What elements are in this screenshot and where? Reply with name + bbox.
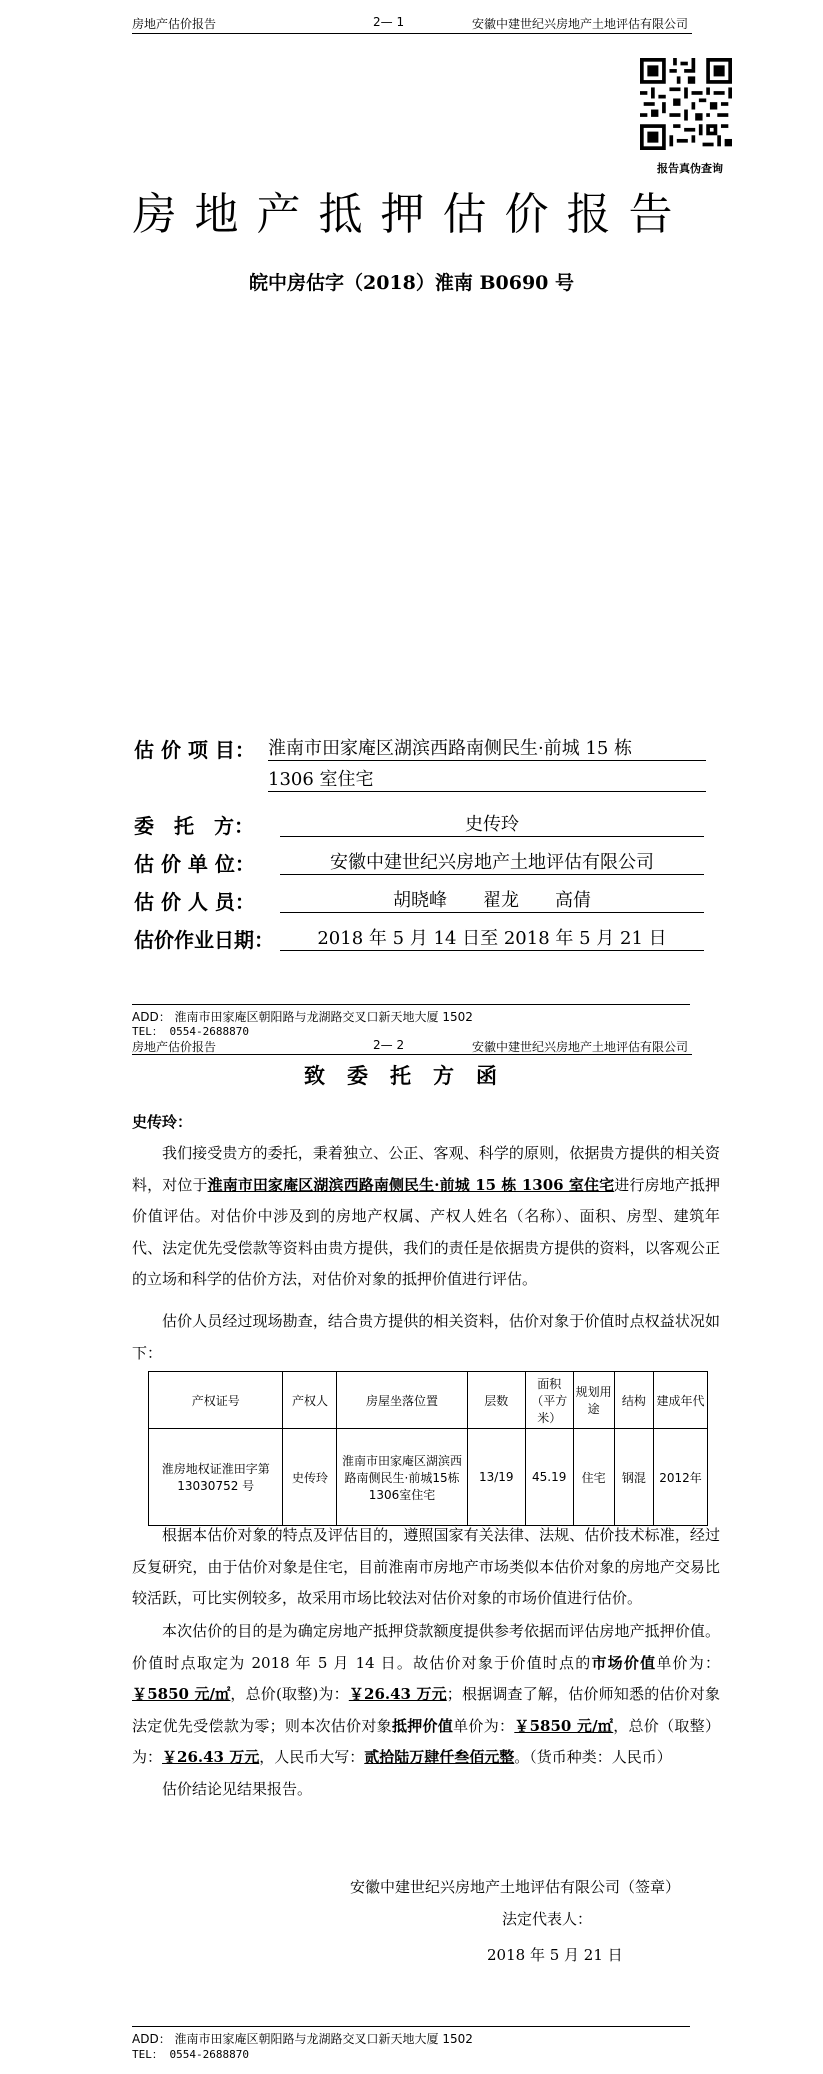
letter-paragraph-1: 我们接受贵方的委托，秉着独立、公正、客观、科学的原则，依据贵方提供的相关资料，对位于淮南市田家庵区湖滨西路南侧民生·前城 15 栋 1306 室住宅进行房地产抵押价值评估。对估价中涉及到的房地产权属、产权人姓名（名称）、面积、房型、建筑年代、法定优先受偿款等资料由贵方提供，我们的责任是依据贵方提供的资料，以客观公正的立场和科学的估价方法，对估价对象的抵押价值进行评估。	[132, 1144, 720, 1288]
letter-paragraph-4: 本次估价的目的是为确定房地产抵押贷款额度提供参考依据而评估房地产抵押价值。价值时点取定为 2018 年 5 月 14 日。故估价对象于价值时点的市场价值单价为：￥5850 元/㎡，总价(取整)为：￥26.43 万元；根据调查了解，估价师知悉的估价对象法定优先受偿款为零；则本次估价对象抵押价值单价为：￥5850 元/㎡，总价（取整）为：￥26.43 万元，人民币大写：贰拾陆万肆仟叁佰元整。（货币种类：人民币）	[132, 1622, 720, 1766]
page1-header-right: 安徽中建世纪兴房地产土地评估有限公司	[472, 17, 689, 31]
page1-header-page: 2— 1	[373, 15, 405, 29]
mortgage-total-price: ￥26.43 万元	[162, 1748, 260, 1766]
table-header-location: 房屋坐落位置	[337, 1372, 467, 1429]
cell-location: 淮南市田家庵区湖滨西路南侧民生·前城15栋1306室住宅	[337, 1429, 467, 1526]
appraiser-unit-value: 安徽中建世纪兴房地产土地评估有限公司	[280, 848, 704, 875]
cell-cert-no: 淮房地权证淮田字第 13030752 号	[149, 1429, 283, 1526]
cell-usage: 住宅	[573, 1429, 614, 1526]
appraisers-label: 估 价 人 员：	[134, 890, 255, 914]
page2-footer-rule	[132, 2026, 690, 2027]
cell-structure: 钢混	[614, 1429, 653, 1526]
cell-area: 45.19	[525, 1429, 573, 1526]
qr-code-icon[interactable]	[640, 58, 732, 150]
table-header-built-year: 建成年代	[653, 1372, 707, 1429]
qr-verify-label: 报告真伪查询	[657, 162, 723, 175]
report-number: 皖中房估字（2018）淮南 B0690 号	[248, 272, 575, 294]
letter-paragraph-3: 根据本估价对象的特点及评估目的，遵照国家有关法律、法规、估价技术标准，经过反复研究，由于估价对象是住宅，目前淮南市房地产市场类似本估价对象的房地产交易比较活跃，可比实例较多，故采用市场比较法对估价对象的市场价值进行估价。	[132, 1526, 720, 1607]
letter-paragraph-5: 估价结论见结果报告。	[162, 1780, 313, 1798]
table-header-owner: 产权人	[283, 1372, 337, 1429]
appraiser-unit-label: 估 价 单 位：	[134, 852, 255, 876]
table-header-floors: 层数	[467, 1372, 525, 1429]
property-rights-table	[148, 1371, 708, 1526]
page1-footer-rule	[132, 1004, 690, 1005]
property-address-highlight: 淮南市田家庵区湖滨西路南侧民生·前城 15 栋 1306 室住宅	[207, 1175, 615, 1194]
page2-header-rule	[132, 1054, 692, 1055]
page2-header-left: 房地产估价报告	[132, 1040, 217, 1054]
table-header-area: 面积（平方米）	[525, 1372, 573, 1429]
cell-floors: 13/19	[467, 1429, 525, 1526]
page2-footer-tel: TEL： 0554-2688870	[132, 2048, 249, 2061]
work-date-label: 估价作业日期：	[134, 928, 274, 952]
page2-footer-address: ADD： 淮南市田家庵区朝阳路与龙湖路交叉口新天地大厦 1502	[132, 2032, 473, 2046]
project-value-line2: 1306 室住宅	[268, 765, 706, 792]
signature-date: 2018 年 5 月 21 日	[487, 1946, 623, 1964]
client-label: 委 托 方：	[134, 814, 254, 838]
work-date-value: 2018 年 5 月 14 日至 2018 年 5 月 21 日	[280, 924, 704, 951]
table-header-structure: 结构	[614, 1372, 653, 1429]
page2-header-right: 安徽中建世纪兴房地产土地评估有限公司	[472, 1040, 689, 1054]
project-value-line1: 淮南市田家庵区湖滨西路南侧民生·前城 15 栋	[268, 734, 706, 761]
page1-footer-address: ADD： 淮南市田家庵区朝阳路与龙湖路交叉口新天地大厦 1502	[132, 1010, 473, 1024]
page1-footer-tel: TEL： 0554-2688870	[132, 1025, 249, 1038]
appraisers-value: 胡晓峰 翟龙 高倩	[280, 886, 704, 913]
letter-paragraph-2: 估价人员经过现场勘查，结合贵方提供的相关资料，估价对象于价值时点权益状况如下：	[132, 1312, 720, 1362]
signature-company: 安徽中建世纪兴房地产土地评估有限公司（签章）	[350, 1878, 681, 1896]
page2-header-page: 2— 2	[373, 1038, 405, 1052]
market-unit-price: ￥5850 元/㎡	[132, 1685, 231, 1703]
client-value: 史传玲	[280, 810, 704, 837]
letter-salutation: 史传玲：	[132, 1113, 193, 1131]
mortgage-unit-price: ￥5850 元/㎡	[514, 1716, 614, 1735]
table-row	[149, 1429, 708, 1526]
letter-title: 致委托方函	[304, 1063, 519, 1088]
cell-built-year: 2012年	[653, 1429, 707, 1526]
table-header-row	[149, 1372, 708, 1429]
table-header-cert: 产权证号	[149, 1372, 283, 1429]
table-header-usage: 规划用途	[573, 1372, 614, 1429]
market-total-price: ￥26.43 万元	[348, 1685, 447, 1703]
page1-header-rule	[132, 33, 692, 34]
total-in-words: 贰拾陆万肆仟叁佰元整	[364, 1748, 515, 1766]
signature-representative: 法定代表人：	[502, 1910, 593, 1928]
project-label: 估 价 项 目：	[134, 738, 255, 762]
report-title: 房地产抵押估价报告	[132, 189, 691, 240]
cell-owner: 史传玲	[283, 1429, 337, 1526]
page1-header-left: 房地产估价报告	[132, 17, 217, 31]
